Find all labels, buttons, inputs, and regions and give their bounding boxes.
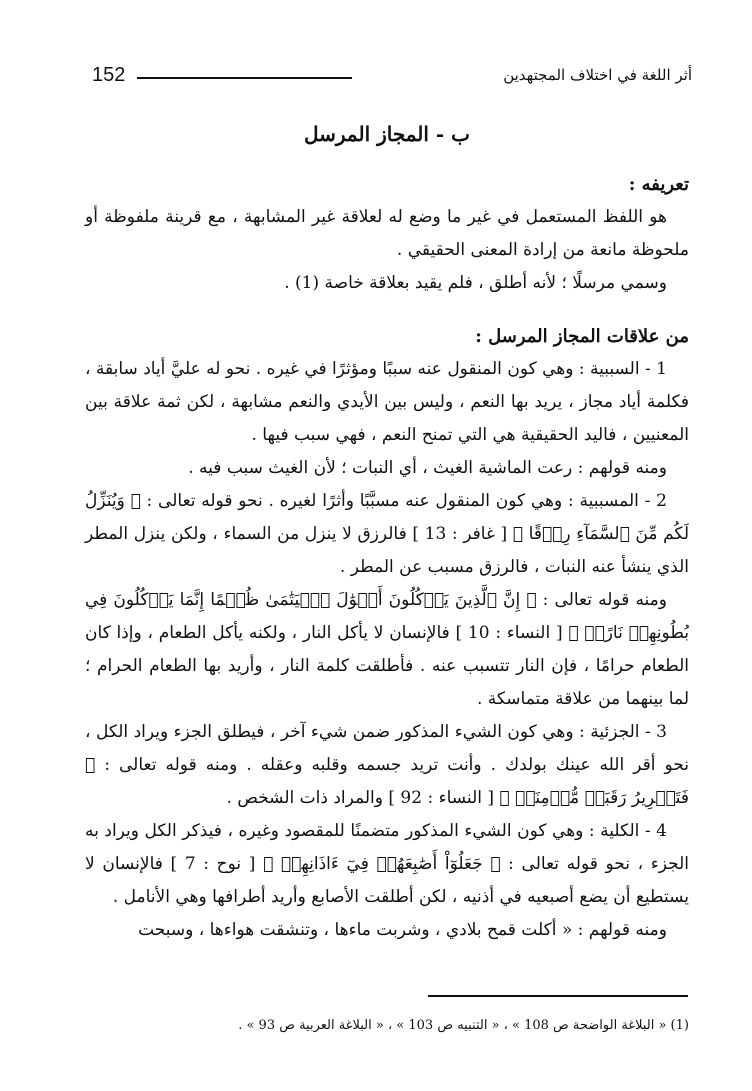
- footnote-rule: [428, 995, 688, 997]
- page-number: 152: [92, 64, 126, 86]
- running-title: أثر اللغة في اختلاف المجتهدين: [503, 66, 692, 84]
- relation-paragraph: 1 - السببية : وهي كون المنقول عنه سببًا ومؤثرًا في غيره . نحو له عليَّ أياد سابقة ، فكلمة أياد مجاز ، يريد بها النعم ، وليس بين الأيدي والنعم مشابهة ، لكن ثمة علاقة بين المعنيين ، فاليد الحقيقية هي التي تمنح النعم ، فهي سبب فيها .: [85, 359, 689, 445]
- definition-section: [85, 168, 689, 300]
- definition-heading: تعريفه :: [628, 174, 689, 195]
- relation-paragraph: ومنه قولهم : رعت الماشية الغيث ، أي النبات ؛ لأن الغيث سبب فيه .: [188, 458, 667, 478]
- section-title: ب - المجاز المرسل: [303, 122, 471, 146]
- header-rule: [137, 77, 352, 79]
- relation-paragraph: 4 - الكلية : وهي كون الشيء المذكور متضمنًا للمقصود وغيره ، فيذكر الكل ويراد به الجزء ، نحو قوله تعالى : ﴿ جَعَلُوٓاْ أَصَٰبِعَهُمۡ فِيٓ ءَاذَانِهِمۡ ﴾ [ نوح : 7 ] فالإنسان لا يستطيع أن يضع أصبعيه في أذنيه ، لكن أطلقت الأصابع وأريد أطرافها وهي الأنامل .: [85, 821, 689, 907]
- page-header: [92, 64, 692, 92]
- definition-paragraph: هو اللفظ المستعمل في غير ما وضع له لعلاقة غير المشابهة ، مع قرينة ملفوظة أو ملحوظة مانعة من إرادة المعنى الحقيقي .: [85, 207, 689, 260]
- relations-heading: من علاقات المجاز المرسل :: [475, 326, 689, 347]
- relation-paragraph: ومنه قولهم : « أكلت قمح بلادي ، وشربت ماءها ، وتنشقت هواءها ، وسبحت: [138, 920, 667, 940]
- relation-paragraph: 2 - المسببية : وهي كون المنقول عنه مسبَّبًا وأثرًا لغيره . نحو قوله تعالى : ﴿ وَيُنَزِّلُ لَكُم مِّنَ ٱلسَّمَآءِ رِزۡقًا ﴾ [ غافر : 13 ] فالرزق لا ينزل من السماء ، ولكن ينزل المطر الذي ينشأ عنه النبات ، فالرزق مسبب عن المطر .: [85, 491, 689, 577]
- relation-paragraph: ومنه قوله تعالى : ﴿ إِنَّ ٱلَّذِينَ يَأۡكُلُونَ أَمۡوَٰلَ ٱلۡيَتَٰمَىٰ ظُلۡمًا إِنَّمَا يَأۡكُلُونَ فِي بُطُونِهِمۡ نَارًاۖ ﴾ [ النساء : 10 ] فالإنسان لا يأكل النار ، ولكنه يأكل الطعام ، وإذا كان الطعام حرامًا ، فإن النار تتسبب عنه . فأطلقت كلمة النار ، وأريد بها الطعام الحرام ؛ لما بينهما من علاقة متماسكة .: [85, 590, 690, 709]
- relations-section: [85, 320, 689, 947]
- footnote: (1) « البلاغة الواضحة ص 108 » ، « التنبيه ص 103 » ، « البلاغة العربية ص 93 » .: [238, 1018, 689, 1033]
- definition-paragraph: وسمي مرسلًا ؛ لأنه أطلق ، فلم يقيد بعلاقة خاصة (1) .: [284, 273, 667, 293]
- relation-paragraph: 3 - الجزئية : وهي كون الشيء المذكور ضمن شيء آخر ، فيطلق الجزء ويراد الكل ، نحو أقر الله عينك بولدك . وأنت تريد جسمه وقلبه وعقله . ومنه قوله تعالى : ﴿ فَتَحۡرِيرُ رَقَبَةٖ مُّؤۡمِنَةٖ ﴾ [ النساء : 92 ] والمراد ذات الشخص .: [85, 722, 689, 808]
